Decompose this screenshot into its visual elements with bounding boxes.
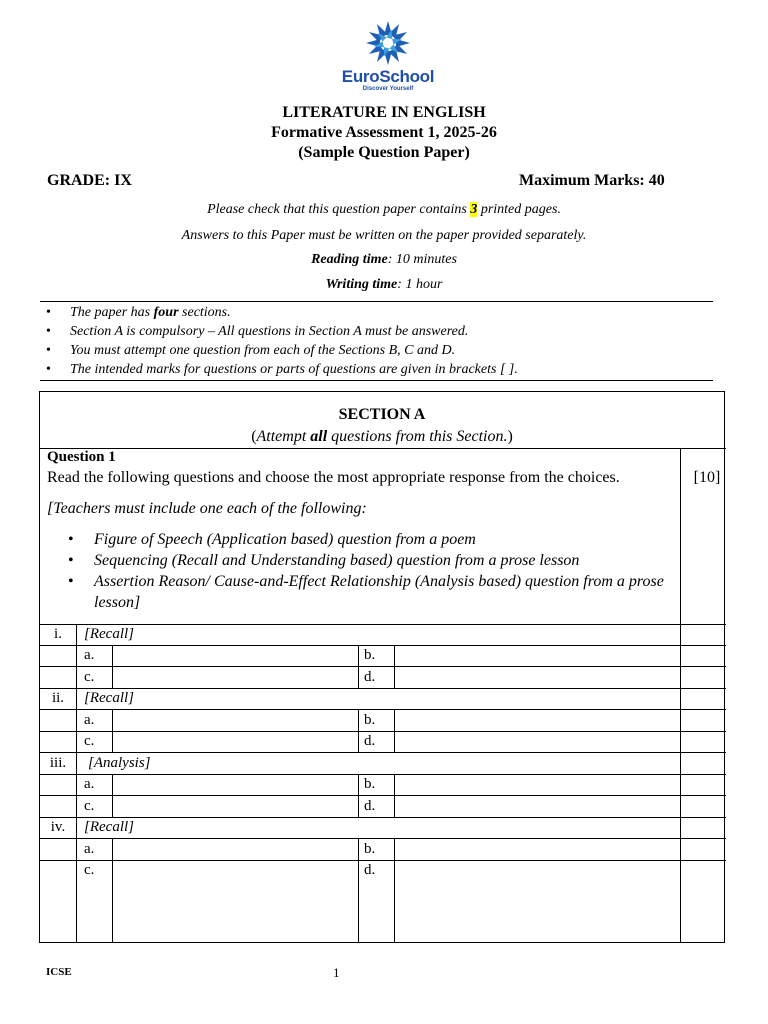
brand-name: EuroSchool: [341, 67, 435, 86]
divider: [40, 301, 713, 302]
option-label: d.: [364, 862, 376, 878]
starburst-logo-icon: [365, 20, 411, 66]
section-instruction: (Attempt all questions from this Section.): [251, 428, 513, 445]
instruction-item: • You must attempt one question from each of the Sections B, C and D.: [46, 343, 456, 358]
assessment-title: Formative Assessment 1, 2025-26: [271, 124, 497, 141]
page-number: 1: [333, 965, 340, 980]
option-label: c.: [84, 862, 95, 878]
footer-board: ICSE: [46, 966, 72, 978]
question-marks: [10]: [693, 469, 721, 486]
option-label: b.: [364, 776, 376, 792]
paper-type: (Sample Question Paper): [298, 144, 470, 161]
option-label: a.: [84, 841, 95, 857]
option-label: c.: [84, 669, 95, 685]
subquestion-number: iii.: [49, 755, 67, 771]
question-text: Read the following questions and choose the most appropriate response from the choices.: [47, 469, 620, 486]
list-item: • Sequencing (Recall and Understanding based) question from a prose lesson: [68, 552, 580, 569]
option-label: b.: [364, 647, 376, 663]
option-label: c.: [84, 798, 95, 814]
subquestion-type: [Recall]: [84, 819, 134, 835]
option-label: a.: [84, 776, 95, 792]
option-label: d.: [364, 733, 376, 749]
page-count-highlight: 3: [470, 202, 478, 217]
list-item: • Assertion Reason/ Cause-and-Effect Relationship (Analysis based) question from a prose lesson]: [68, 573, 664, 611]
instruction-item: • Section A is compulsory – All questions in Section A must be answered.: [46, 324, 469, 339]
option-label: a.: [84, 647, 95, 663]
option-label: d.: [364, 798, 376, 814]
brand-tagline: Discover Yourself: [362, 86, 414, 92]
option-label: a.: [84, 712, 95, 728]
section-title: SECTION A: [338, 406, 426, 423]
reading-time: Reading time: 10 minutes: [311, 252, 457, 267]
option-label: c.: [84, 733, 95, 749]
option-label: b.: [364, 841, 376, 857]
instructions-list: [46, 303, 706, 379]
teacher-note-list: [68, 529, 668, 613]
subquestion-type: [Recall]: [84, 690, 134, 706]
grade-label: GRADE: IX: [47, 172, 132, 189]
subject-title: LITERATURE IN ENGLISH: [282, 104, 486, 121]
answer-note: Answers to this Paper must be written on the paper provided separately.: [181, 228, 587, 243]
divider: [40, 380, 713, 381]
subquestion-type: [Analysis]: [88, 755, 151, 771]
teacher-note: [Teachers must include one each of the following:: [47, 500, 367, 517]
question-title: Question 1: [47, 449, 116, 465]
section-a-table: [39, 391, 725, 943]
subquestion-number: i.: [54, 626, 62, 642]
subquestion-type: [Recall]: [84, 626, 134, 642]
subquestion-number: iv.: [50, 819, 66, 835]
option-label: b.: [364, 712, 376, 728]
page-count-note: Please check that this question paper contains 3 printed pages.: [207, 202, 561, 217]
instruction-item: • The intended marks for questions or parts of questions are given in brackets [ ].: [46, 362, 518, 377]
list-item: • Figure of Speech (Application based) question from a poem: [68, 531, 476, 548]
option-label: d.: [364, 669, 376, 685]
writing-time: Writing time: 1 hour: [325, 277, 443, 292]
instruction-item: • The paper has four sections.: [46, 305, 231, 320]
subquestion-number: ii.: [51, 690, 65, 706]
school-logo: [338, 20, 438, 96]
maximum-marks: Maximum Marks: 40: [519, 172, 665, 189]
